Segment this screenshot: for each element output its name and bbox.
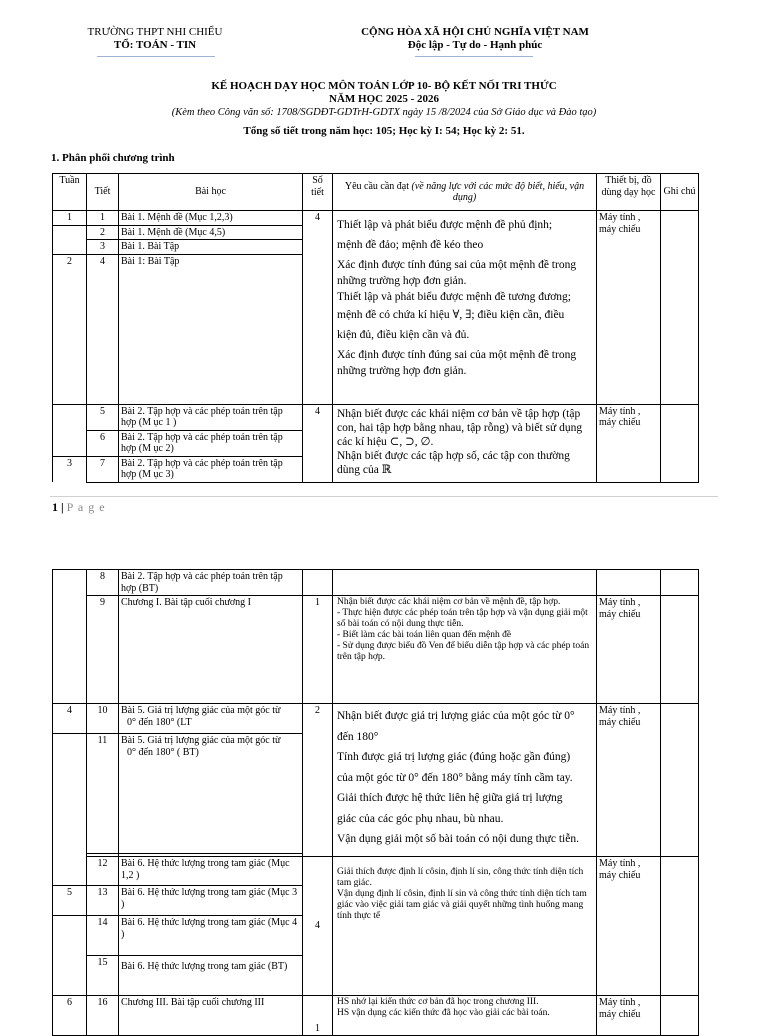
cell-equipment: Máy tính , máy chiếu [597, 211, 661, 405]
req-line: mệnh đề có chứa kí hiệu ∀, ∃; điều kiện cần, điều [337, 309, 565, 321]
col-thiet-bi: Thiết bị, đồ dùng dạy học [597, 174, 661, 211]
cell-tuan: 6 [53, 996, 87, 1036]
cell-bai [119, 704, 303, 734]
req-line: mệnh đề đảo; mệnh đề kéo theo [337, 239, 484, 251]
cell-tiet: 12 [87, 857, 119, 886]
cell-requirements-10 [333, 704, 597, 857]
cell-equipment: Máy tính , máy chiếu [597, 996, 661, 1036]
document-title [60, 80, 708, 106]
cell-tuan [53, 225, 87, 240]
cell-bai: Chương III. Bài tập cuối chương III [119, 996, 303, 1036]
table-row [53, 404, 699, 430]
cell-note [661, 404, 699, 482]
cell-requirements-16 [333, 996, 597, 1036]
table-row [53, 857, 699, 886]
req-line: Nhận biết được các tập hợp số, các tập con thường dùng của ℝ [337, 449, 570, 476]
cell-tiet: 3 [87, 240, 119, 255]
cell-bai: Bài 2. Tập hợp và các phép toán trên tập hợp (M ục 3) [119, 456, 303, 482]
col-tiet: Tiết [87, 174, 119, 211]
motto-underline [415, 56, 533, 57]
cell-equipment [597, 570, 661, 596]
cell-tuan [53, 430, 87, 456]
cell-so-tiet: 4 [303, 857, 333, 996]
cell-tiet: 2 [87, 225, 119, 240]
req-line: Vận dụng giải một số bài toán có nội dung thực tiễn. [337, 833, 579, 845]
cell-requirements [333, 570, 597, 596]
table-header-row [53, 174, 699, 211]
page-word: P a g e [66, 500, 106, 514]
cell-tiet: 14 [87, 916, 119, 956]
cell-tiet: 7 [87, 456, 119, 482]
cell-so-tiet: 2 [303, 704, 333, 857]
cell-tiet: 9 [87, 596, 119, 704]
cell-bai: Bài 6. Hệ thức lượng trong tam giác (Mục 3 ) [119, 886, 303, 916]
col-yeu-cau-note: (về năng lực với các mức độ biết, hiểu, vận dụng) [411, 180, 585, 203]
req-line: Giải thích được định lí côsin, định lí sin, công thức tính diện tích tam giác. [337, 867, 584, 888]
cell-bai: Bài 2. Tập hợp và các phép toán trên tập hợp (M ục 1 ) [119, 404, 303, 430]
cell-so-tiet: 4 [303, 404, 333, 482]
cell-tuan [53, 240, 87, 255]
cell-tuan [53, 570, 87, 596]
cell-tiet: 15 [87, 956, 119, 996]
req-line: Thiết lập và phát biểu được mệnh đề tương đương; [337, 291, 571, 303]
cell-requirements-12 [333, 857, 597, 996]
cell-note [661, 704, 699, 857]
cell-tuan [53, 956, 87, 996]
req-line: Thiết lập và phát biểu được mệnh đề phủ định; [337, 219, 553, 231]
cell-tuan: 2 [53, 254, 87, 404]
school-underline [97, 56, 215, 57]
program-table-page1 [52, 173, 699, 483]
req-line: của một góc từ 0° đến 180° bằng máy tính cầm tay. [337, 771, 573, 784]
cell-note [661, 211, 699, 405]
cell-note [661, 596, 699, 704]
cell-bai: Bài 6. Hệ thức lượng trong tam giác (Mục 4 ) [119, 916, 303, 956]
req-line: Nhận biết được các khái niệm cơ bản về mệnh đề, tập hợp. [337, 597, 561, 607]
col-yeu-cau-label: Yêu cầu cần đạt [344, 180, 410, 192]
total-periods: Tổng số tiết trong năm học: 105; Học kỳ I: 54; Học kỳ 2: 51. [243, 125, 525, 137]
page-footer: 1 | P a g e [52, 500, 106, 514]
school-name: TRƯỜNG THPT NHI CHIỂU [87, 26, 223, 38]
cell-so-tiet: 1 [303, 596, 333, 704]
cell-equipment: Máy tính , máy chiếu [597, 596, 661, 704]
cell-bai: Chương I. Bài tập cuối chương I [119, 596, 303, 704]
req-line: Nhận biết được các khái niệm cơ bản về tập hợp (tập con, hai tập hợp bằng nhau, tập rỗng) và biết sử dụng các kí hiệu ⊂, ⊃, ∅. [337, 407, 583, 448]
cell-tiet: 11 [87, 734, 119, 854]
bai-line: 0° đến 180° ( BT) [127, 746, 199, 758]
cell-bai: Bài 1: Bài Tập [119, 254, 303, 404]
col-bai-hoc: Bài học [119, 174, 303, 211]
req-line: HS nhớ lại kiến thức cơ bản đã học trong chương III. [337, 997, 539, 1007]
table-row [53, 596, 699, 704]
school-header [70, 26, 240, 52]
cell-bai: Bài 2. Tập hợp và các phép toán trên tập hợp (BT) [119, 570, 303, 596]
table-row [53, 704, 699, 734]
cell-tiet: 5 [87, 404, 119, 430]
bai-line: 0° đến 180° (LT [127, 716, 192, 728]
title-reference: (Kèm theo Công văn số: 1708/SGDĐT-GDTrH-GDTX ngày 15 /8/2024 của Sở Giáo dục và Đào tạo) [171, 107, 597, 118]
cell-tiet: 8 [87, 570, 119, 596]
program-table-page2 [52, 569, 699, 1036]
req-line: - Sử dụng được biểu đồ Ven để biểu diễn tập hợp và các phép toán trên tập hợp. [337, 641, 590, 662]
col-ghi-chu: Ghi chú [661, 174, 699, 211]
cell-note [661, 996, 699, 1036]
footer-divider [50, 496, 718, 497]
cell-bai: Bài 2. Tập hợp và các phép toán trên tập hợp (M ục 2) [119, 430, 303, 456]
cell-so-tiet: 4 [303, 211, 333, 405]
cell-bai: Bài 1. Bài Tập [119, 240, 303, 255]
cell-tiet: 1 [87, 211, 119, 226]
cell-so-tiet [303, 570, 333, 596]
req-line: - Thực hiện được các phép toán trên tập hợp và vận dụng giải một số bài toán có nội dung thực tiễn. [337, 608, 588, 629]
national-motto: Độc lập - Tự do - Hạnh phúc [407, 39, 543, 51]
cell-equipment: Máy tính , máy chiếu [597, 404, 661, 482]
req-line: kiện đủ, điều kiện cần và đủ. [337, 329, 470, 341]
section-heading: 1. Phân phối chương trình [51, 152, 175, 164]
cell-tuan [53, 404, 87, 430]
req-line: Nhận biết được giá trị lượng giác của một góc từ 0° [337, 710, 575, 722]
req-line: - Biết làm các bài toán liên quan đến mệnh đề [337, 630, 512, 640]
department-name: TỔ: TOÁN - TIN [113, 39, 197, 51]
cell-requirements-1 [333, 211, 597, 405]
table-row [53, 570, 699, 596]
col-so-tiet: Số tiết [303, 174, 333, 211]
national-header [320, 26, 630, 52]
bai-line: Bài 5. Giá trị lượng giác của một góc từ [121, 705, 281, 716]
cell-note [661, 857, 699, 996]
page-number: 1 [52, 500, 58, 514]
table-row [53, 996, 699, 1036]
cell-requirements-9 [333, 596, 597, 704]
cell-bai: Bài 6. Hệ thức lượng trong tam giác (BT) [119, 956, 303, 996]
title-line-1: KẾ HOẠCH DẠY HỌC MÔN TOÁN LỚP 10- BỘ KẾT NỐI TRI THỨC [211, 80, 557, 92]
cell-tiet: 13 [87, 886, 119, 916]
cell-tiet: 6 [87, 430, 119, 456]
req-line: Vận dụng định lí côsin, định lí sin và công thức tính diện tích tam giác vào việc giải tam giác và giải quyết những tình huống mang tính thực tế [337, 889, 587, 921]
cell-tuan: 4 [53, 704, 87, 734]
bai-line: Bài 5. Giá trị lượng giác của một góc từ [121, 735, 281, 746]
cell-note [661, 570, 699, 596]
cell-tiet: 10 [87, 704, 119, 734]
req-line: Giải thích được hệ thức liên hệ giữa giá trị lượng [337, 792, 563, 804]
cell-so-tiet: 1 [303, 996, 333, 1036]
cell-tuan: 3 [53, 456, 87, 482]
req-line: Xác định được tính đúng sai của một mệnh đề trong những trường hợp đơn giản. [337, 259, 577, 287]
cell-equipment: Máy tính , máy chiếu [597, 704, 661, 857]
title-line-2: NĂM HỌC 2025 - 2026 [329, 93, 439, 105]
req-line: Tính được giá trị lượng giác (đúng hoặc gần đúng) [337, 751, 571, 763]
cell-bai [119, 734, 303, 854]
req-line: đến 180° [337, 730, 379, 743]
cell-tuan [53, 916, 87, 956]
col-tuan: Tuần [53, 174, 87, 211]
cell-bai: Bài 1. Mệnh đề (Mục 4,5) [119, 225, 303, 240]
cell-tiet: 4 [87, 254, 119, 404]
cell-bai: Bài 6. Hệ thức lượng trong tam giác (Mục 1,2 ) [119, 857, 303, 886]
republic-name: CỘNG HÒA XÃ HỘI CHỦ NGHĨA VIỆT NAM [361, 26, 589, 38]
cell-bai: Bài 1. Mệnh đề (Mục 1,2,3) [119, 211, 303, 226]
req-line: giác của các góc phụ nhau, bù nhau. [337, 812, 504, 825]
cell-equipment: Máy tính , máy chiếu [597, 857, 661, 996]
table-row [53, 211, 699, 226]
cell-tuan: 1 [53, 211, 87, 226]
cell-requirements-2 [333, 404, 597, 482]
cell-tuan [53, 857, 87, 886]
cell-tuan [53, 596, 87, 704]
cell-tuan [53, 734, 87, 854]
cell-tuan: 5 [53, 886, 87, 916]
req-line: HS vận dụng các kiến thức đã học vào giải các bài toán. [337, 1008, 550, 1018]
cell-tiet: 16 [87, 996, 119, 1036]
req-line: Xác định được tính đúng sai của một mệnh đề trong những trường hợp đơn giản. [337, 349, 577, 377]
col-yeu-cau [333, 174, 597, 211]
